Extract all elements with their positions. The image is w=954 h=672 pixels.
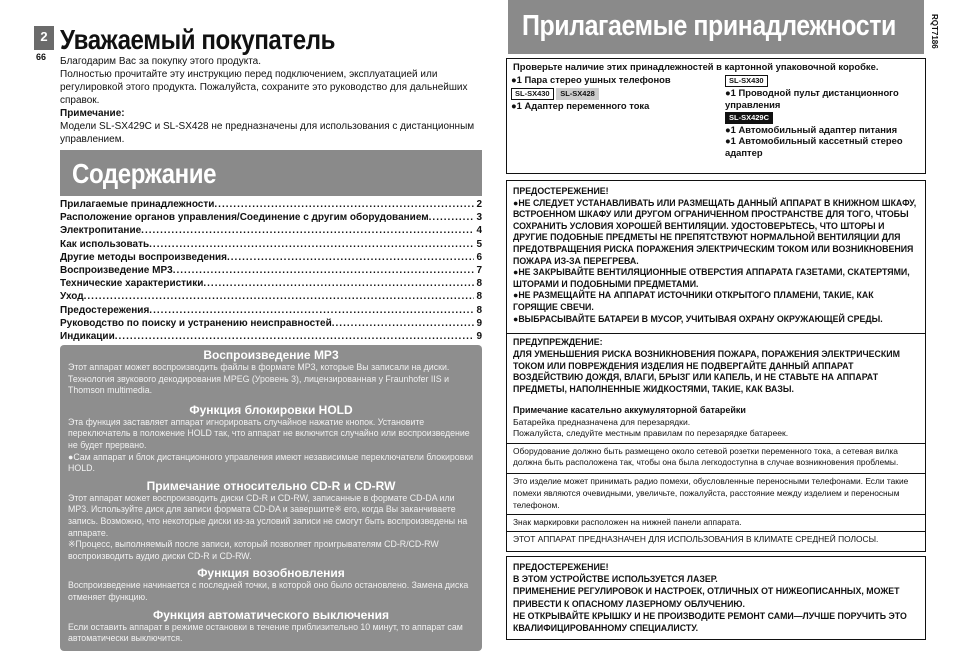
laser-warning [513,561,921,634]
toc-page: 8 [476,278,482,290]
page-title-customer: Уважаемый покупатель [60,24,335,55]
toc-leader [115,330,475,343]
toc-title: Уход [60,291,84,303]
model-tag: SL-SX428 [556,88,599,100]
intro-line: Полностью прочитайте эту инструкцию перед подключением, эксплуатацией или регулировкой этого продукта. Пожалуйста, сохраните это руководство для дальнейших справок. [60,69,468,106]
warning-title: ПРЕДУПРЕЖДЕНИЕ: [513,337,603,347]
laser-title: ПРЕДОСТЕРЕЖЕНИЕ! [513,562,609,572]
toc-page: 4 [476,225,482,237]
contents-title: Содержание [72,158,217,189]
intro-line: Благодарим Вас за покупку этого продукта. [60,56,262,67]
laser-line: НЕ ОТКРЫВАЙТЕ КРЫШКУ И НЕ ПРОИЗВОДИТЕ РЕМОНТ САМИ—ЛУЧШЕ ПОРУЧИТЬ ЭТО КВАЛИФИЦИРОВАННОМУ СПЕЦИАЛИСТУ. [513,610,907,634]
toc-row[interactable] [60,264,482,277]
toc-leader [332,317,475,330]
section-body-autooff: Если оставить аппарат в режиме остановки в течение приблизительно 10 минут, то аппарат сам автоматически выключится. [68,621,463,644]
section-title-cdr: Примечание относительно CD-R и CD-RW [146,478,396,493]
accessories-title: Прилагаемые принадлежности [522,10,896,42]
toc-row[interactable] [60,304,482,317]
intro-text [60,55,480,146]
warning-title: ПРЕДОСТЕРЕЖЕНИЕ! [513,186,609,196]
toc-row[interactable] [60,251,482,264]
toc-page: 9 [476,317,482,329]
section-body-cdr: Этот аппарат может воспроизводить диски CD-R и CD-RW, записанные в формате CD-DA или MP3. Используйте диск для записи формата CD-DA и завершите※ его, когда Вы заканчиваете запись. Возможно, что некоторые диски из-за условий записи не смогут быть воспроизведены на аппарате. [68,492,468,538]
laser-line: В ЭТОМ УСТРОЙСТВЕ ИСПОЛЬЗУЕТСЯ ЛАЗЕР. [513,574,718,585]
accessory-item: ●1 Автомобильный адаптер питания [725,123,898,135]
section-body-mp3: Этот аппарат может воспроизводить файлы в формате MP3, которые Вы записали на диски. Технология звукового декодирования MPEG (Уровень 3), лицензированная у Fraunhofer IIS и Thomson multimedia. [68,362,450,396]
accessory-item: ●1 Адаптер переменного тока [511,99,650,111]
model-tag: SL-SX429C [725,112,773,124]
accessories-right-col [725,74,921,159]
section-body-hold: Эта функция заставляет аппарат игнорировать случайное нажатие кнопок. Установите переключатель в положение HOLD так, что аппарат не включится случайно или воспроизведение не будет прервано. [68,416,470,450]
toc-row[interactable] [60,211,482,224]
toc-title: Предостережения [60,304,150,316]
marking-note: Знак маркировки расположен на нижней панели аппарата. [513,517,742,527]
battery-line: Пожалуйста, следуйте местным правилам по перезарядке батареек. [513,428,789,439]
safety-warning [513,186,919,325]
divider [507,531,925,532]
accessories-box [506,58,926,174]
toc-page: 9 [476,331,482,343]
accessory-item: ●1 Проводной пульт дистанционного управления [725,87,899,110]
divider [507,443,925,444]
accessories-left-col [511,74,721,112]
accessories-header-band [508,0,924,54]
note-label: Примечание: [60,108,125,119]
toc-row[interactable] [60,224,482,237]
toc-leader [149,238,474,251]
toc-page: 6 [476,251,482,263]
battery-note [513,405,919,440]
toc-title: Воспроизведение MP3 [60,265,173,277]
warning-item: ●ВЫБРАСЫВАЙТЕ БАТАРЕИ В МУСОР, УЧИТЫВАЯ ОХРАНУ ОКРУЖАЮЩЕЙ СРЕДЫ. [513,313,883,324]
toc-page: 7 [476,265,482,277]
warning-text: ДЛЯ УМЕНЬШЕНИЯ РИСКА ВОЗНИКНОВЕНИЯ ПОЖАРА, ПОРАЖЕНИЯ ЭЛЕКТРИЧЕСКИМ ТОКОМ ИЛИ ПОВРЕЖДЕНИЯ ИЗДЕЛИЯ НЕ ПОДВЕРГАЙТЕ ДАННЫЙ АППАРАТ ВОЗДЕЙСТВИЮ ДОЖДЯ, ВЛАГИ, БРЫЗГ ИЛИ КАПЕЛЬ, И НЕ СТАВЬТЕ НА АППАРАТ ПРЕДМЕТЫ, НАПОЛНЕННЫЕ ЖИДКОСТЯМИ, ТАКИЕ, КАК ВАЗЫ. [513,348,900,395]
section-title-hold: Функция блокировки HOLD [189,402,353,417]
interference-note: Это изделие может принимать радио помехи, обусловленные переносными телефонами. Если такие помехи являются очевидными, увеличьте, пожалуйста, расстояние между изделием и переносным телефоном. [513,476,909,510]
features-box [60,345,482,651]
model-tag: SL-SX430 [725,75,768,87]
toc-page: 5 [476,238,482,250]
battery-title: Примечание касательно аккумуляторной батарейки [513,405,746,415]
section-title-autooff: Функция автоматического выключения [153,607,389,622]
divider [507,473,925,474]
toc-page: 2 [476,199,482,210]
laser-box [506,556,926,640]
section-title-resume: Функция возобновления [197,566,345,581]
section-body-resume: Воспроизведение начинается с последней точки, в которой оно было остановлено. Замена диска отменяет функцию. [68,580,469,602]
toc-title: Индикации [60,331,115,343]
warning-item: ●НЕ РАЗМЕЩАЙТЕ НА АППАРАТ ИСТОЧНИКИ ОТКРЫТОГО ПЛАМЕНИ, ТАКИЕ, КАК ГОРЯЩИЕ СВЕЧИ. [513,290,874,312]
section-bullet-cdr: ※Процесс, выполняемый после записи, который позволяет проигрывателям CD-R/CD-RW воспроизводить аудио диски CD-R и CD-RW. [68,539,439,561]
toc-leader [149,304,474,317]
toc-leader [141,224,474,237]
toc-leader [203,277,474,290]
toc-leader [214,198,474,211]
warning-item: ●НЕ СЛЕДУЕТ УСТАНАВЛИВАТЬ ИЛИ РАЗМЕЩАТЬ ДАННЫЙ АППАРАТ В КНИЖНОМ ШКАФУ, ВСТРОЕННОМ ШКАФУ ИЛИ ДРУГОМ ОГРАНИЧЕННОМ ПРОСТРАНСТВЕ ДЛЯ ТОГО, ЧТОБЫ СОХРАНИТЬ УСЛОВИЯ ХОРОШЕЙ ВЕНТИЛЯЦИИ. УДОСТОВЕРЬТЕСЬ, ЧТО ШТОРЫ И ДРУГИЕ ПОДОБНЫЕ ПРЕДМЕТЫ НЕ ПРЕПЯТСТВУЮТ НОРМАЛЬНОЙ ВЕНТИЛЯЦИИ ДЛЯ ПРЕДОТВРАЩЕНИЯ РИСКА ПОРАЖЕНИЯ ЭЛЕКТРИЧЕСКИМ ТОКОМ ИЛИ ВОЗНИКНОВЕНИЯ ПОЖАРА ИЗ-ЗА ПЕРЕГРЕВА. [513,197,917,266]
note-text: Модели SL-SX429C и SL-SX428 не предназначены для использования с дистанционным управлением. [60,121,475,145]
divider [507,333,925,334]
toc-row[interactable] [60,330,482,343]
toc-title: Руководство по поиску и устранению неисправностей [60,317,332,329]
toc-title: Электропитание [60,225,142,237]
toc-page: 8 [476,304,482,316]
contents-header-band [60,150,482,196]
accessory-item: ●1 Автомобильный кассетный стерео адаптер [725,135,903,159]
fire-warning [513,337,919,396]
toc-leader [429,211,475,224]
toc-row[interactable] [60,277,482,290]
page-number-small: 66 [36,52,47,62]
accessory-item: ●1 Пара стерео ушных телефонов [511,74,671,85]
divider [507,514,925,515]
table-of-contents [60,198,482,343]
toc-title: Технические характеристики [60,278,204,290]
toc-row[interactable] [60,238,482,251]
toc-row[interactable] [60,290,482,303]
model-code: RQT7186 [930,14,939,49]
warning-item: ●НЕ ЗАКРЫВАЙТЕ ВЕНТИЛЯЦИОННЫЕ ОТВЕРСТИЯ АППАРАТА ГАЗЕТАМИ, СКАТЕРТЯМИ, ШТОРАМИ И ПОДОБНЫМИ ПРЕДМЕТАМИ. [513,267,910,289]
laser-line: ПРИМЕНЕНИЕ РЕГУЛИРОВОК И НАСТРОЕК, ОТЛИЧНЫХ ОТ НИЖЕОПИСАННЫХ, МОЖЕТ ПРИВЕСТИ К ОПАСНОМУ ЛАЗЕРНОМУ ОБЛУЧЕНИЮ. [513,586,900,609]
toc-title: Прилагаемые принадлежности [60,199,215,210]
safety-box [506,180,926,552]
section-title-mp3: Воспроизведение MP3 [203,348,339,362]
climate-note: ЭТОТ АППАРАТ ПРЕДНАЗНАЧЕН ДЛЯ ИСПОЛЬЗОВАНИЯ В КЛИМАТЕ СРЕДНЕЙ ПОЛОСЫ. [513,534,879,544]
toc-page: 8 [476,291,482,303]
toc-leader [227,251,474,264]
section-bullet-hold: ●Сам аппарат и блок дистанционного управления имеют независимые переключатели блокировки HOLD. [68,451,474,474]
toc-leader [173,264,475,277]
accessories-header: Проверьте наличие этих принадлежностей в картонной упаковочной коробке. [513,61,879,72]
page-number-tab: 2 [34,26,54,50]
battery-line: Батарейка предназначена для перезарядки. [513,416,691,427]
outlet-note: Оборудование должно быть размещено около сетевой розетки переменного тока, а сетевая вилка должна быть расположена так, чтобы она была легкодоступна в случае возникновения проблемы. [513,446,899,468]
toc-row[interactable] [60,317,482,330]
toc-title: Как использовать [60,238,150,250]
model-tag: SL-SX430 [511,88,554,100]
toc-page: 3 [476,212,482,224]
toc-title: Другие методы воспроизведения [60,251,227,263]
toc-row[interactable] [60,198,482,211]
toc-leader [84,290,475,303]
toc-title: Расположение органов управления/Соединение с другим оборудованием [60,212,429,224]
